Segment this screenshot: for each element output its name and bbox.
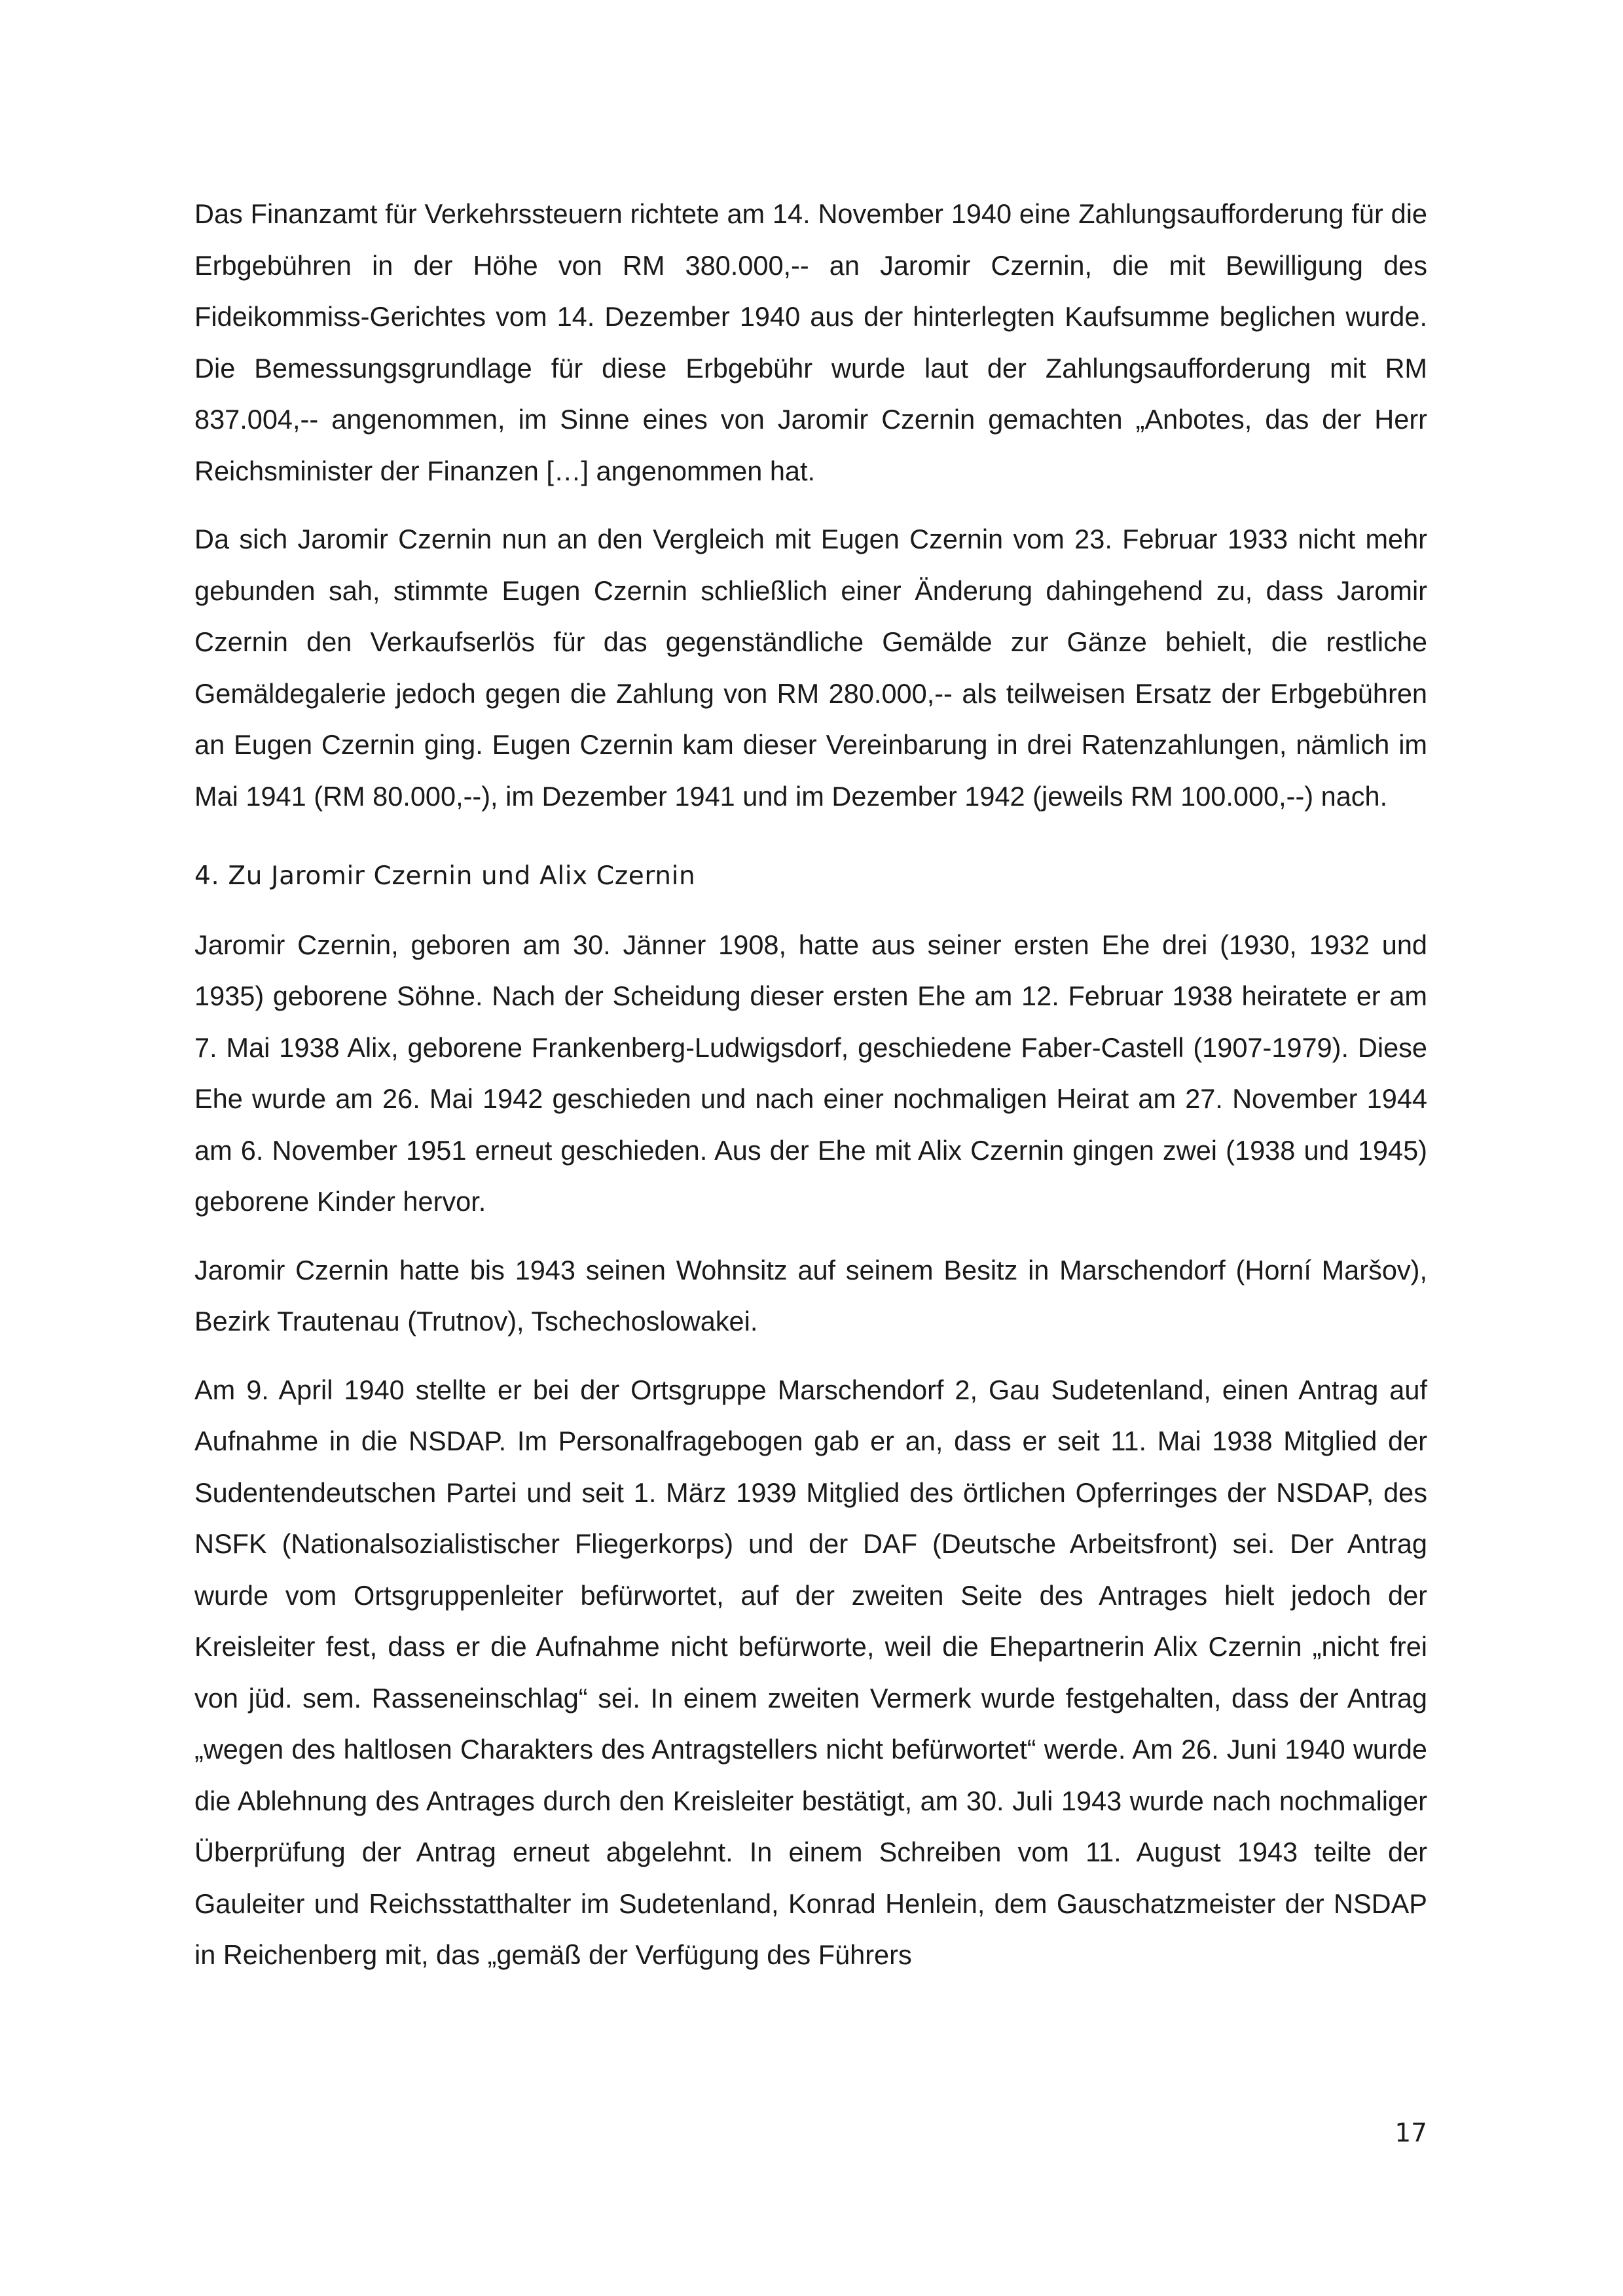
paragraph-nsdap-antrag: Am 9. April 1940 stellte er bei der Ortsgruppe Marschendorf 2, Gau Sudetenland, einen Antrag auf Aufnahme in die NSDAP. Im Personalfragebogen gab er an, dass er seit 11. Mai 1938 Mitglied der Sudentendeutschen Partei und seit 1. März 1939 Mitglied des örtlichen Opferringes der NSDAP, des NSFK (Nationalsozialistischer Fliegerkorps) und der DAF (Deutsche Arbeitsfront) sei. Der Antrag wurde vom Ortsgruppenleiter befürwortet, auf der zweiten Seite des Antrages hielt jedoch der Kreisleiter fest, dass er die Aufnahme nicht befürworte, weil die Ehepartnerin Alix Czernin „nicht frei von jüd. sem. Rasseneinschlag“ sei. In einem zweiten Vermerk wurde festgehalten, dass der Antrag „wegen des haltlosen Charakters des Antragstellers nicht befürwortet“ werde. Am 26. Juni 1940 wurde die Ablehnung des Antrages durch den Kreisleiter bestätigt, am 30. Juli 1943 wurde nach nochmaliger Überprüfung der Antrag erneut abgelehnt. In einem Schreiben vom 11. August 1943 teilte der Gauleiter und Reichsstatthalter im Sudetenland, Konrad Henlein, dem Gauschatzmeister der NSDAP in Reichenberg mit, das „gemäß der Verfügung des Führers bbox=[194, 1374, 1427, 1970]
paragraph-erbgebuehren: Das Finanzamt für Verkehrssteuern richtete am 14. November 1940 eine Zahlungsaufforderung für die Erbgebühren in der Höhe von RM 380.000,-- an Jaromir Czernin, die mit Bewilligung des Fideikommiss-Gerichtes vom 14. Dezember 1940 aus der hinterlegten Kaufsumme beglichen wurde. Die Bemessungsgrundlage für diese Erbgebühr wurde laut der Zahlungsaufforderung mit RM 837.004,-- angenommen, im Sinne eines von Jaromir Czernin gemachten „Anbotes, das der Herr Reichsminister der Finanzen […] angenommen hat. bbox=[194, 198, 1427, 486]
section-heading: 4. Zu Jaromir Czernin und Alix Czernin bbox=[194, 861, 696, 891]
document-page bbox=[194, 188, 1427, 1998]
paragraph-wohnsitz: Jaromir Czernin hatte bis 1943 seinen Wohnsitz auf seinem Besitz in Marschendorf (Horní Maršov), Bezirk Trautenau (Trutnov), Tschechoslowakei. bbox=[194, 1254, 1427, 1336]
page-number: 17 bbox=[1395, 2119, 1427, 2148]
paragraph-vergleich: Da sich Jaromir Czernin nun an den Vergleich mit Eugen Czernin vom 23. Februar 1933 nicht mehr gebunden sah, stimmte Eugen Czernin schließlich einer Änderung dahingehend zu, dass Jaromir Czernin den Verkaufserlös für das gegenständliche Gemälde zur Gänze behielt, die restliche Gemäldegalerie jedoch gegen die Zahlung von RM 280.000,-- als teilweisen Ersatz der Erbgebühren an Eugen Czernin ging. Eugen Czernin kam dieser Vereinbarung in drei Ratenzahlungen, nämlich im Mai 1941 (RM 80.000,--), im Dezember 1941 und im Dezember 1942 (jeweils RM 100.000,--) nach. bbox=[194, 524, 1427, 812]
paragraph-biographie: Jaromir Czernin, geboren am 30. Jänner 1908, hatte aus seiner ersten Ehe drei (1930, 1932 und 1935) geborene Söhne. Nach der Scheidung dieser ersten Ehe am 12. Februar 1938 heiratete er am 7. Mai 1938 Alix, geborene Frankenberg-Ludwigsdorf, geschiedene Faber-Castell (1907-1979). Diese Ehe wurde am 26. Mai 1942 geschieden und nach einer nochmaligen Heirat am 27. November 1944 am 6. November 1951 erneut geschieden. Aus der Ehe mit Alix Czernin gingen zwei (1938 und 1945) geborene Kinder hervor. bbox=[194, 929, 1427, 1217]
